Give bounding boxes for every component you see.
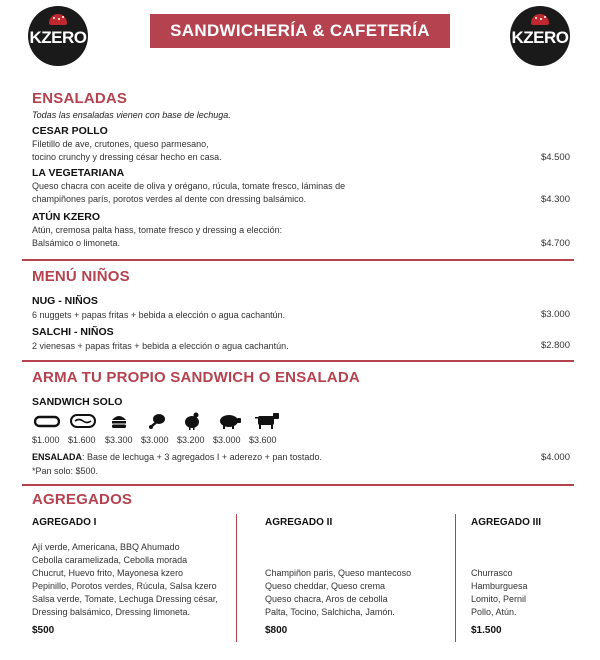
dome-icon (531, 14, 549, 25)
sandwich-solo-label: SANDWICH SOLO (32, 396, 123, 408)
desc-line: tocino crunchy y dressing césar hecho en casa. (32, 152, 222, 162)
sandwich-price: $1.600 (68, 435, 96, 445)
agregado-column-items (32, 541, 218, 619)
section-divider (22, 259, 574, 261)
sandwich-price: $3.200 (177, 435, 205, 445)
desc-line: champiñones parís, porotos verdes al dente con dressing balsámico. (32, 194, 307, 204)
cow-icon (254, 412, 274, 430)
agregado-column-items (265, 567, 411, 619)
agregado-line: Pepinillo, Porotos verdes, Rúcula, Salsa kzero (32, 581, 217, 591)
ensalada-line (32, 452, 322, 462)
burger-icon (110, 412, 130, 430)
menu-item-price: $3.000 (540, 309, 570, 320)
chicken-leg-icon (148, 412, 168, 430)
menu-item-desc (32, 180, 345, 206)
menu-item-name: LA VEGETARIANA (32, 167, 125, 179)
agregado-line: Ají verde, Americana, BBQ Ahumado (32, 542, 180, 552)
section-title-menu-ninos: MENÚ NIÑOS (32, 268, 130, 285)
column-divider (455, 514, 456, 642)
menu-item-desc: 2 vienesas + papas fritas + bebida a elección o agua cachantún. (32, 341, 289, 351)
section-title-ensaladas: ENSALADAS (32, 90, 128, 107)
turkey-icon (182, 412, 202, 430)
menu-item-desc (32, 138, 222, 164)
agregado-column-title: AGREGADO II (265, 517, 333, 528)
sandwich-price: $1.000 (32, 435, 60, 445)
desc-line: Filetillo de ave, crutones, queso parmesano, (32, 139, 209, 149)
menu-item-name: ATÚN KZERO (32, 211, 101, 223)
column-divider (236, 514, 237, 642)
ensalada-desc: : Base de lechuga + 3 agregados I + aderezo + pan tostado. (82, 452, 322, 462)
agregado-line: Lomito, Pernil (471, 594, 527, 604)
sandwich-price: $3.000 (141, 435, 169, 445)
ensalada-label: ENSALADA (32, 452, 83, 462)
menu-item-price: $4.500 (540, 152, 570, 163)
menu-item-price: $4.700 (540, 238, 570, 249)
ensalada-price: $4.000 (540, 452, 570, 463)
sandwich-price: $3.000 (213, 435, 241, 445)
menu-item-desc (32, 224, 282, 250)
logo-text: KZERO (29, 28, 87, 47)
bread-icon (34, 412, 54, 430)
menu-item-price: $2.800 (540, 340, 570, 351)
header-banner: SANDWICHERÍA & CAFETERÍA (150, 14, 450, 48)
menu-item-desc: 6 nuggets + papas fritas + bebida a elección o agua cachantún. (32, 310, 286, 320)
agregado-column-price: $1.500 (471, 625, 502, 636)
agregado-column-title: AGREGADO I (32, 517, 97, 528)
section-title-arma: ARMA TU PROPIO SANDWICH O ENSALADA (32, 369, 360, 386)
agregado-line: Dressing balsámico, Dressing limoneta. (32, 607, 191, 617)
agregado-line: Pollo, Atún. (471, 607, 517, 617)
pig-icon (218, 412, 238, 430)
ensaladas-note: Todas las ensaladas vienen con base de lechuga. (32, 110, 231, 120)
kzero-logo-left (28, 6, 88, 66)
menu-item-name: NUG - NIÑOS (32, 295, 98, 307)
sandwich-price: $3.300 (105, 435, 133, 445)
sandwich-price: $3.600 (249, 435, 277, 445)
agregado-column-price: $500 (32, 625, 55, 636)
agregado-line: Chucrut, Huevo frito, Mayonesa kzero (32, 568, 184, 578)
agregado-line: Queso cheddar, Queso crema (265, 581, 386, 591)
desc-line: Atún, cremosa palta hass, tomate fresco y dressing a elección: (32, 225, 283, 235)
menu-item-price: $4.300 (540, 194, 570, 205)
agregado-column-items (471, 567, 528, 619)
menu-item-name: SALCHI - NIÑOS (32, 326, 114, 338)
section-divider (22, 360, 574, 362)
agregado-line: Cebolla caramelizada, Cebolla morada (32, 555, 188, 565)
desc-line: Balsámico o limoneta. (32, 238, 121, 248)
agregado-line: Palta, Tocino, Salchicha, Jamón. (265, 607, 395, 617)
agregado-line: Hamburguesa (471, 581, 528, 591)
logo-text: KZERO (511, 28, 569, 47)
agregado-line: Champiñon paris, Queso mantecoso (265, 568, 412, 578)
hotdog-icon (70, 412, 90, 430)
agregado-line: Churrasco (471, 568, 513, 578)
dome-icon (49, 14, 67, 25)
agregado-line: Queso chacra, Aros de cebolla (265, 594, 388, 604)
pan-solo-note: *Pan solo: $500. (32, 466, 99, 476)
menu-item-name: CESAR POLLO (32, 125, 108, 137)
agregado-column-price: $800 (265, 625, 288, 636)
section-divider (22, 484, 574, 486)
desc-line: Queso chacra con aceite de oliva y orégano, rúcula, tomate fresco, láminas de (32, 181, 346, 191)
section-title-agregados: AGREGADOS (32, 491, 133, 508)
agregado-line: Salsa verde, Tomate, Lechuga Dressing césar, (32, 594, 218, 604)
kzero-logo-right (510, 6, 570, 66)
agregado-column-title: AGREGADO III (471, 517, 542, 528)
